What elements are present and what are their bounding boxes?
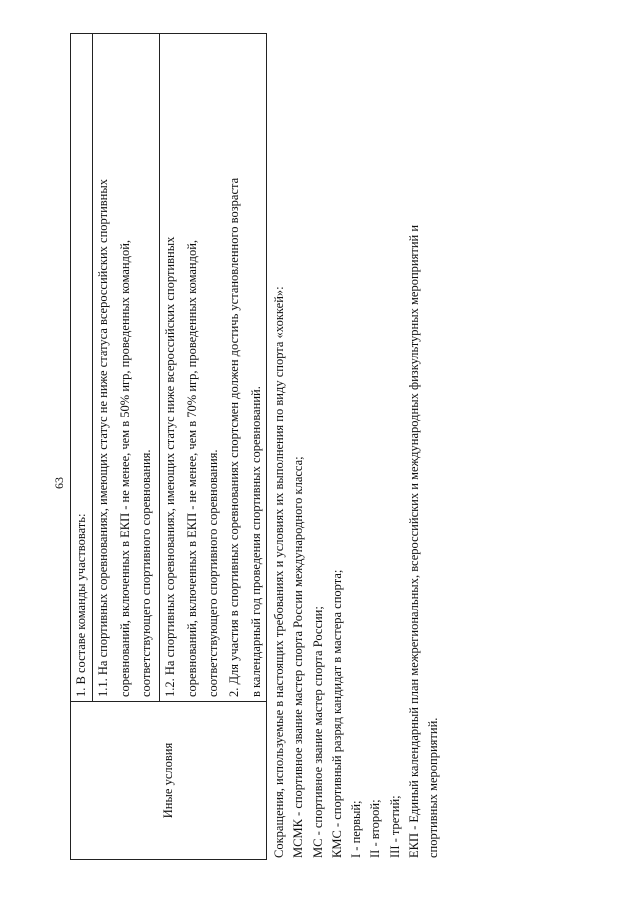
item-1-2-line: 1.2. На спортивных соревнованиях, имеющих статус ниже всероссийских спортивных <box>163 236 177 697</box>
item-2-line: 2. Для участия в спортивных соревнованиях спортсмен должен достичь установленного возраста <box>227 177 241 697</box>
item-1-1-line: соревнований, включенных в ЕКП - не менее, чем в 50% игр, проведенных командой, <box>117 239 132 697</box>
item-2-line: в календарный год проведения спортивных соревнований. <box>248 386 263 697</box>
other-conditions-label: Иные условия <box>161 742 175 819</box>
table-left-cell <box>71 701 266 859</box>
abbreviation-line: III - третий; <box>387 795 402 858</box>
item-2 <box>224 36 267 697</box>
item-1-2 <box>160 36 225 697</box>
abbreviation-line: КМС - спортивный разряд кандидат в мастера спорта; <box>329 569 344 858</box>
abbreviation-line: МС - спортивное звание мастер спорта России; <box>310 606 325 858</box>
conditions-table <box>70 33 267 860</box>
abbreviation-line: I - первый; <box>349 800 364 858</box>
item-1-2-line: соответствующего спортивного соревнования. <box>206 449 220 697</box>
page-number: 63 <box>52 477 66 489</box>
abbreviation-line: МСМК - спортивное звание мастер спорта России международного класса; <box>291 456 306 858</box>
table-right-cell <box>71 34 266 701</box>
item-1-1 <box>93 36 158 697</box>
item-1-1-line: соответствующего спортивного соревнования. <box>139 449 153 697</box>
abbreviation-line: ЕКП - Единый календарный план межрегиональных, всероссийских и международных физкультурных мероприятий и <box>407 224 422 858</box>
abbreviation-line: спортивных мероприятий. <box>426 717 441 858</box>
team-participation-intro: 1. В составе команды участвовать: <box>74 513 88 697</box>
item-1-2-line: соревнований, включенных в ЕКП - не менее, чем в 70% игр, проведенных командой, <box>184 239 199 697</box>
abbreviations-heading: Сокращения, используемые в настоящих требованиях и условиях их выполнения по виду спорта «хоккей»: <box>272 286 286 858</box>
abbreviation-line: II - второй; <box>368 799 383 858</box>
item-1-1-line: 1.1. На спортивных соревнованиях, имеющих статус не ниже статуса всероссийских спортивных <box>96 178 110 697</box>
abbreviations-block <box>270 28 444 858</box>
